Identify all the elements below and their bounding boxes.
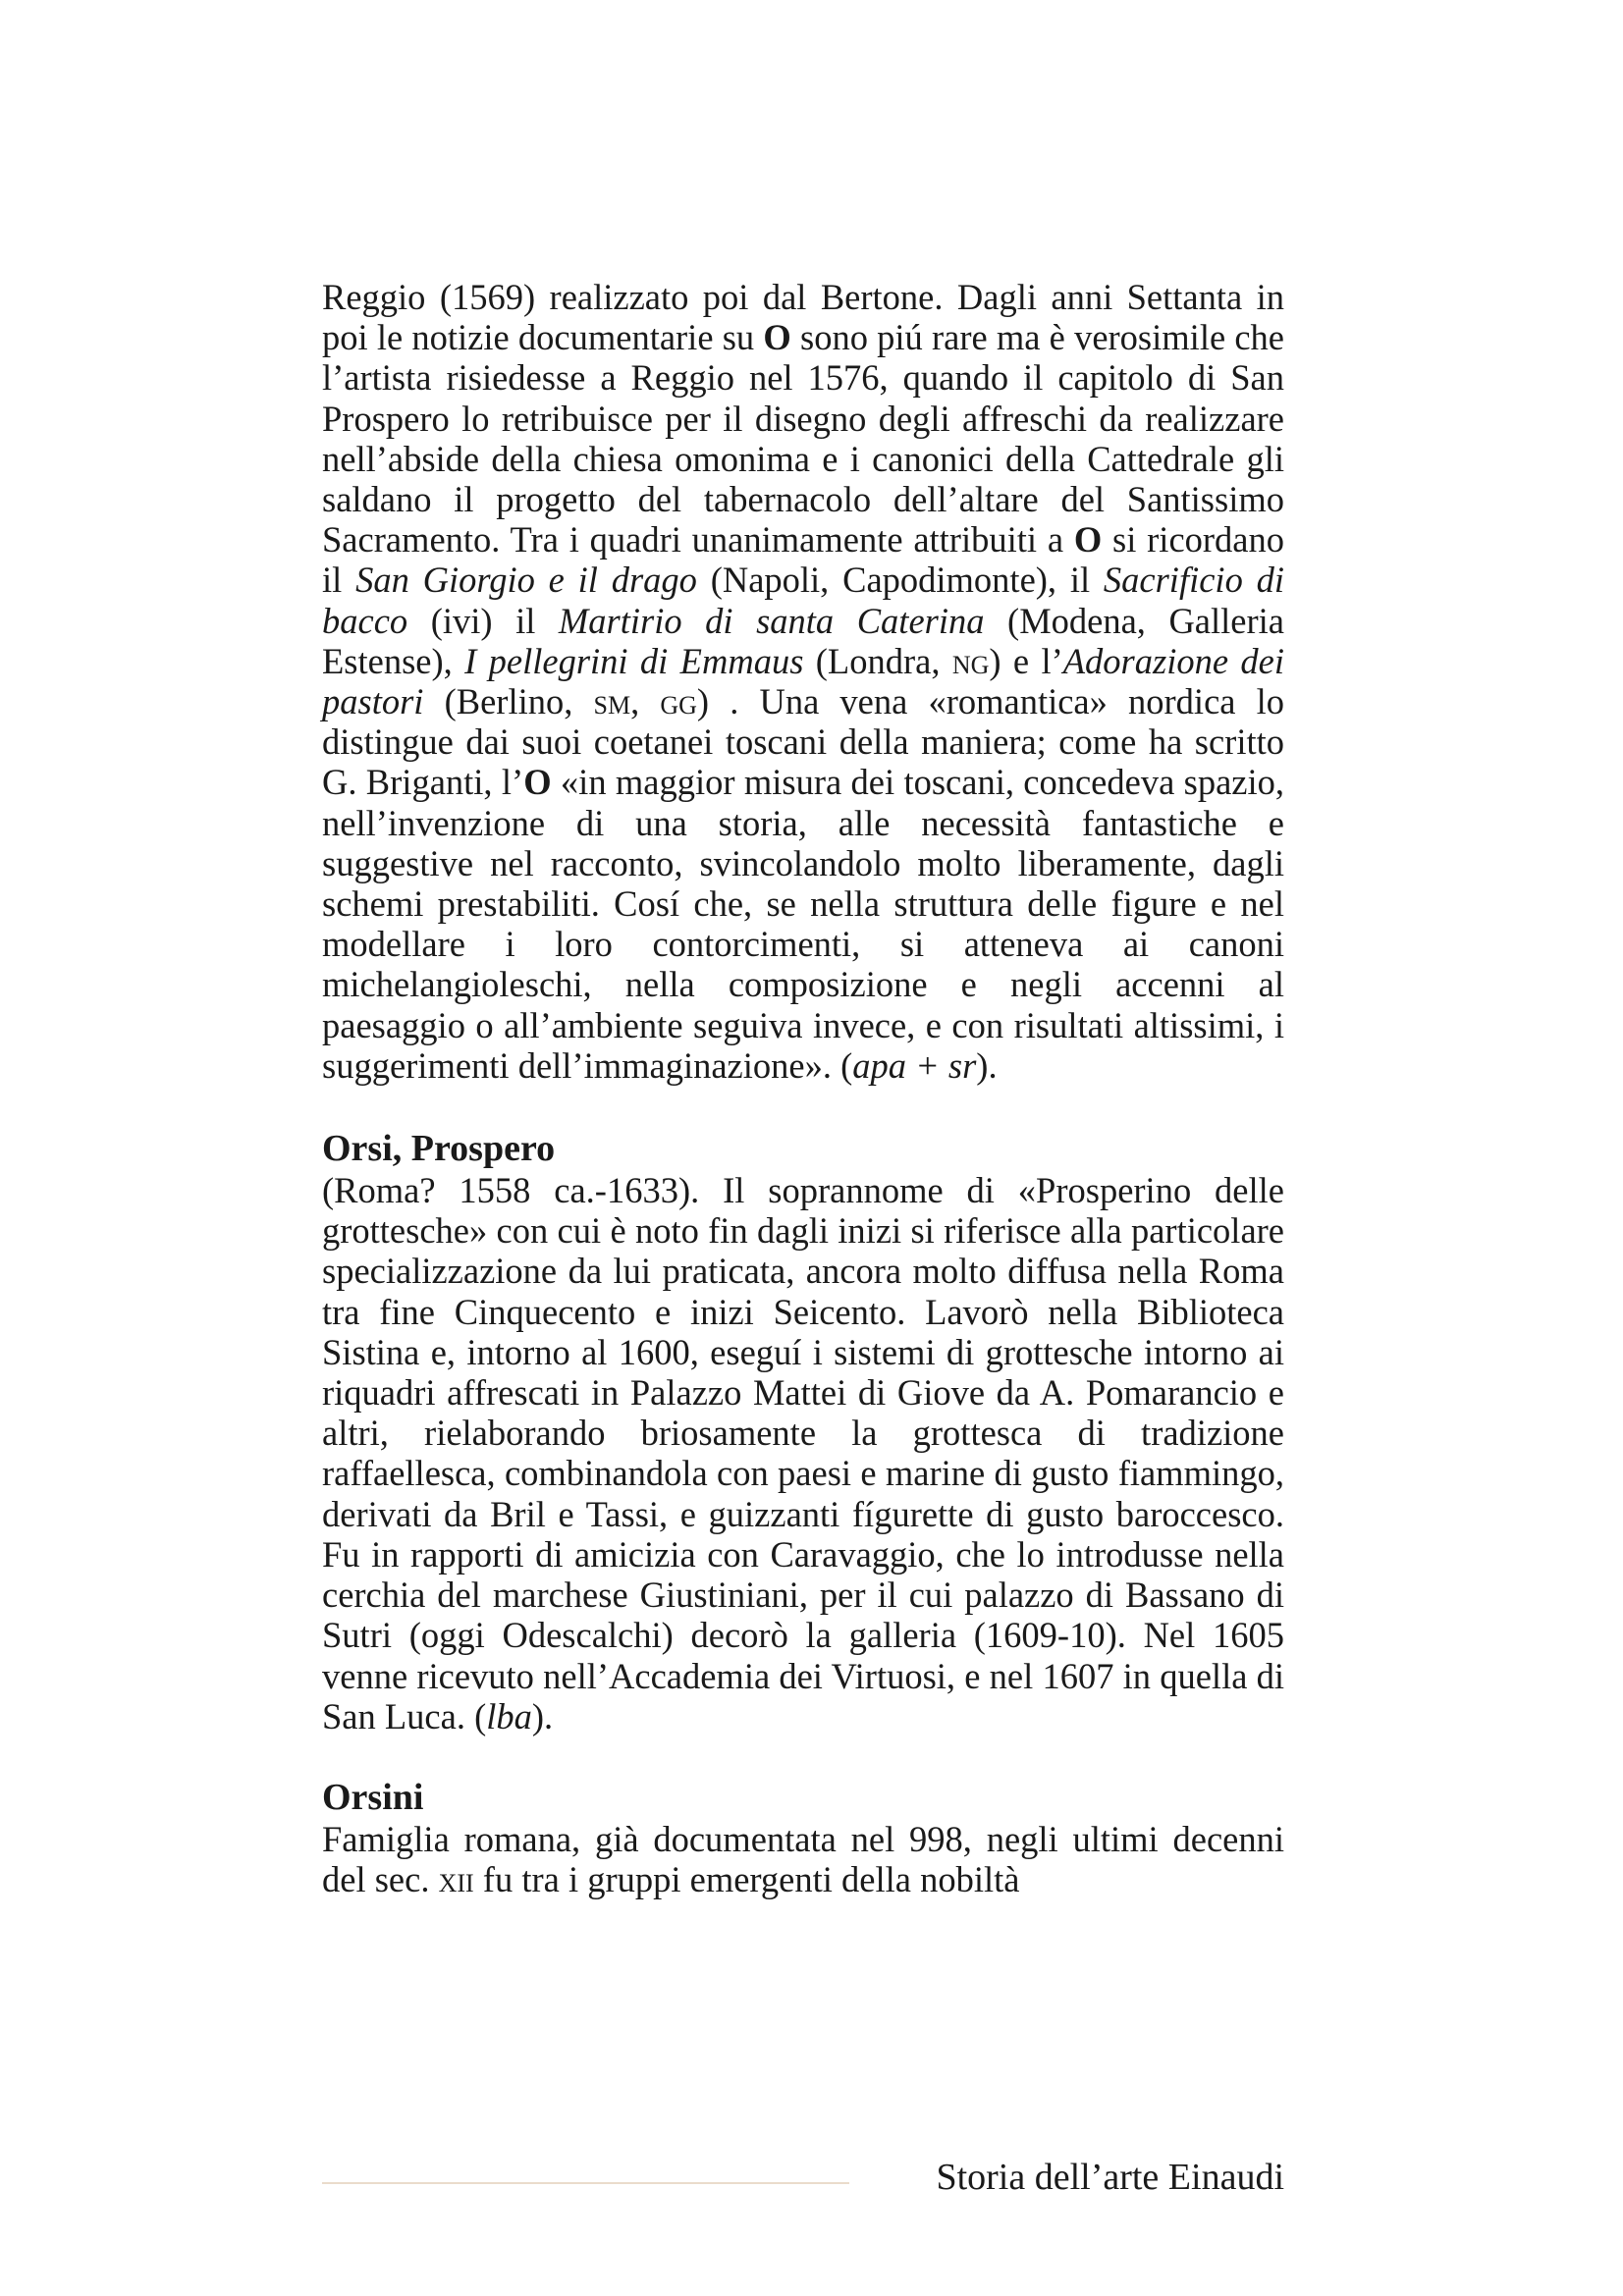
entry-abbrev: O: [523, 762, 552, 803]
artwork-title: Martirio di santa Caterina: [558, 600, 985, 641]
text-run: Famiglia romana, già documentata nel 998, negli ultimi decenni del sec.: [322, 1818, 1284, 1900]
author-initials: apa + sr: [852, 1044, 977, 1086]
text-run: ).: [976, 1044, 998, 1086]
museum-abbrev: ng: [951, 640, 990, 681]
entry-continuation-paragraph: [322, 277, 1284, 1086]
text-run: fu tra i gruppi emergenti della nobiltà: [473, 1859, 1020, 1900]
text-run: ).: [531, 1695, 554, 1736]
entry-heading-orsi-prospero: Orsi, Prospero: [322, 1128, 556, 1170]
text-run: si ricordano il: [322, 519, 1284, 601]
text-run: ) e l’: [989, 640, 1063, 681]
entry-abbrev: O: [763, 317, 791, 358]
artwork-title: Sacrificio di bacco: [322, 560, 1285, 641]
text-run: (ivi) il: [407, 600, 559, 641]
text-run: (Modena, Galleria Estense),: [322, 600, 1284, 681]
artwork-title: Adorazione dei pastori: [322, 640, 1284, 722]
entry-abbrev: O: [1073, 519, 1103, 561]
text-run: Reggio (1569) realizzato poi dal Bertone. Dagli anni Settanta in poi le notizie documentarie su: [322, 277, 1284, 358]
text-run: sono piú rare ma è verosimile che l’artista risiedesse a Reggio nel 1576, quando il capitolo di San Prospero lo retribuisce per il disegno degli affreschi da realizzare nell’abside della chiesa omonima e i canonici della Cattedrale gli saldano il progetto del tabernacolo dell’altare del Santissimo Sacramento. Tra i quadri unanimamente attribuiti a: [322, 317, 1285, 561]
entry-body-orsi-prospero: [322, 1170, 1284, 1736]
text-run: ) . Una vena «romantica» nordica lo distingue dai suoi coetanei toscani della maniera; come ha scritto G. Briganti, l’: [322, 681, 1284, 803]
text-run: (Napoli, Capodimonte), il: [696, 560, 1104, 601]
text-run: «in maggior misura dei toscani, concedeva spazio, nell’invenzione di una storia, alle necessità fantastiche e suggestive nel racconto, svincolandolo molto liberamente, dagli schemi prestabiliti. Cosí che, se nella struttura delle figure e nel modellare i loro contorcimenti, si atteneva ai canoni michelangioleschi, nella composizione e negli accenni al paesaggio o all’ambiente seguiva invece, e con risultati altissimi, i suggerimenti dell’immaginazione». (: [322, 762, 1284, 1086]
text-run: (Roma? 1558 ca.-1633). Il soprannome di «Prosperino delle grottesche» con cui è noto fin dagli inizi si riferisce alla particolare specializzazione da lui praticata, ancora molto diffusa nella Roma tra fine Cinquecento e inizi Seicento. Lavorò nella Biblioteca Sistina e, intorno al 1600, eseguí i sistemi di grottesche intorno ai riquadri affrescati in Palazzo Mattei di Giove da A. Pomarancio e altri, rielaborando briosamente la grottesca di tradizione raffaellesca, combinandola con paesi e marine di gusto fiammingo, derivati da Bril e Tassi, e guizzanti fígurette di gusto baroccesco. Fu in rapporti di amicizia con Caravaggio, che lo introdusse nella cerchia del marchese Giustiniani, per il cui palazzo di Bassano di Sutri (oggi Odescalchi) decorò la galleria (1609-10). Nel 1605 venne ricevuto nell’Accademia dei Virtuosi, e nel 1607 in quella di San Luca. (: [322, 1170, 1284, 1736]
text-run: (Berlino,: [423, 681, 594, 722]
author-initials: lba: [486, 1695, 532, 1736]
footer-title: Storia dell’arte Einaudi: [936, 2157, 1284, 2198]
roman-numeral: xii: [438, 1859, 474, 1900]
text-run: (Londra,: [803, 640, 952, 681]
artwork-title: San Giorgio e il drago: [355, 560, 697, 601]
entry-body-orsini: [322, 1819, 1284, 1899]
entry-heading-orsini: Orsini: [322, 1776, 424, 1818]
footer-rule: [322, 2182, 849, 2184]
museum-abbrev: sm, gg: [593, 681, 697, 722]
text-column: [322, 277, 1284, 1899]
artwork-title: I pellegrini di Emmaus: [464, 640, 804, 681]
